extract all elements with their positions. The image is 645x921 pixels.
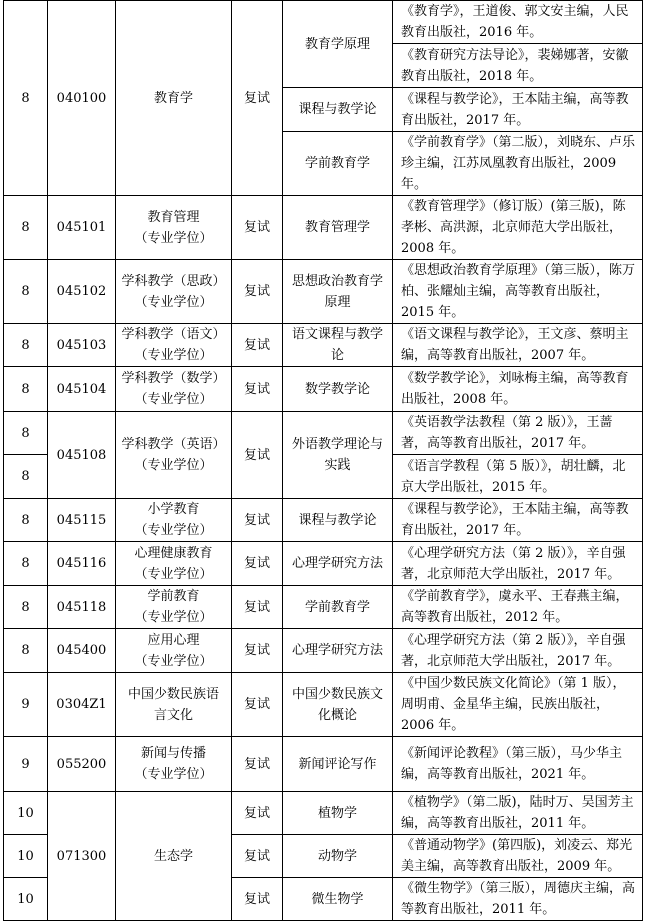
level-cell: 8: [4, 542, 48, 586]
course-line: 心理学研究方法: [291, 556, 383, 571]
major-name-line: （专业学位）: [134, 653, 213, 669]
reference-cell: 《植物学》（第二版)，陆时万、吴国芳主编，高等教育出版社，2011 年。: [393, 792, 643, 835]
major-name-cell: [116, 737, 232, 792]
table-row: [4, 1, 643, 44]
table-row: [4, 673, 643, 737]
major-name-line: 生态学: [153, 848, 193, 864]
level-cell: 8: [4, 455, 48, 499]
major-name-line: 心理健康教育: [134, 545, 213, 561]
major-name-line: 言文化: [153, 707, 193, 723]
major-name-line: （专业学位）: [134, 348, 213, 363]
major-code-cell: 055200: [48, 737, 116, 792]
exam-type-cell: 复试: [232, 196, 283, 260]
major-name-line: 学前教育: [147, 589, 200, 604]
exam-type-cell: 复试: [232, 878, 283, 921]
major-name-cell: [116, 367, 232, 412]
table-row: [4, 260, 643, 324]
reference-cell: 《心理学研究方法（第 2 版）》，辛自强著，北京师范大学出版社，2017 年。: [393, 542, 643, 586]
course-line: 植物学: [317, 805, 357, 821]
major-name-line: （专业学位）: [134, 566, 213, 582]
reference-cell: 《心理学研究方法（第 2 版）》，辛自强著，北京师范大学出版社，2017 年。: [393, 629, 643, 673]
major-name-line: 教育管理: [147, 209, 200, 225]
course-line: 实践: [324, 458, 351, 473]
level-cell: 8: [4, 367, 48, 412]
major-name-cell: [116, 260, 232, 324]
level-cell: 8: [4, 412, 48, 455]
course-cell: [283, 132, 393, 196]
major-name-line: 小学教育: [147, 502, 200, 517]
exam-type-cell: 复试: [232, 324, 283, 367]
major-code-cell: 045108: [48, 412, 116, 499]
level-cell: 8: [4, 629, 48, 673]
major-name-line: 应用心理: [147, 632, 200, 648]
course-line: 课程与教学论: [298, 512, 377, 528]
reference-cell: 《教育研究方法导论》，裴娣娜著，安徽教育出版社，2018 年。: [393, 44, 643, 88]
major-name-cell: [116, 629, 232, 673]
level-cell: 8: [4, 499, 48, 542]
major-name-line: 中国少数民族语: [127, 686, 219, 702]
exam-type-cell: 复试: [232, 260, 283, 324]
course-cell: [283, 737, 393, 792]
reference-cell: 《语文课程与教学论》，王文彦、蔡明主编，高等教育出版社，2007 年。: [393, 324, 643, 367]
course-cell: [283, 878, 393, 921]
table-row: [4, 367, 643, 412]
major-name-cell: [116, 673, 232, 737]
reference-cell: 《教育学》，王道俊、郭文安主编，人民教育出版社，2016 年。: [393, 1, 643, 44]
major-name-cell: [116, 1, 232, 196]
level-cell: 8: [4, 260, 48, 324]
major-code-cell: 045115: [48, 499, 116, 542]
table-row: [4, 412, 643, 455]
level-cell: 10: [4, 835, 48, 878]
reference-cell: 《英语教学法教程（第 2 版）》，王蔷著，高等教育出版社，2017 年。: [393, 412, 643, 455]
major-name-line: （专业学位）: [134, 523, 213, 538]
level-cell: 9: [4, 673, 48, 737]
course-line: 学前教育学: [304, 156, 370, 171]
level-cell: 10: [4, 792, 48, 835]
reference-table: [3, 0, 643, 921]
reference-cell: 《普通动物学》(第四版)，刘凌云、郑光美主编，高等教育出版社，2009 年。: [393, 835, 643, 878]
major-name-cell: [116, 196, 232, 260]
reference-cell: 《语言学教程（第 5 版）》，胡壮麟，北京大学出版社，2015 年。: [393, 455, 643, 499]
course-cell: [283, 88, 393, 132]
course-line: 新闻评论写作: [298, 756, 377, 772]
course-cell: [283, 673, 393, 737]
major-name-cell: [116, 586, 232, 629]
course-line: 课程与教学论: [298, 102, 377, 117]
course-cell: [283, 412, 393, 499]
major-code-cell: 045116: [48, 542, 116, 586]
course-line: 数学教学论: [304, 381, 370, 397]
level-cell: 9: [4, 737, 48, 792]
course-line: 教育学原理: [304, 36, 370, 52]
major-code-cell: 040100: [48, 1, 116, 196]
major-name-line: 学科教学（数学）: [121, 371, 226, 386]
major-name-line: 教育学: [153, 90, 193, 106]
exam-type-cell: 复试: [232, 629, 283, 673]
major-name-line: （专业学位）: [134, 294, 213, 310]
table-row: [4, 542, 643, 586]
major-name-cell: [116, 542, 232, 586]
course-cell: [283, 792, 393, 835]
major-name-cell: [116, 499, 232, 542]
course-line: 心理学研究方法: [291, 643, 383, 658]
table-row: [4, 499, 643, 542]
table-row: [4, 737, 643, 792]
course-cell: [283, 629, 393, 673]
major-name-line: （专业学位）: [134, 767, 213, 782]
major-name-line: （专业学位）: [134, 230, 213, 246]
exam-type-cell: 复试: [232, 835, 283, 878]
table-row: [4, 586, 643, 629]
major-name-line: 学科教学（思政）: [121, 273, 226, 289]
reference-cell: 《微生物学》（第三版），周德庆主编，高等教育出版社，2011 年。: [393, 878, 643, 921]
exam-type-cell: 复试: [232, 367, 283, 412]
course-cell: [283, 324, 393, 367]
major-name-cell: [116, 792, 232, 921]
course-cell: [283, 260, 393, 324]
exam-type-cell: 复试: [232, 499, 283, 542]
course-cell: [283, 1, 393, 88]
reference-cell: 《学前教育学》，虞永平、王春燕主编，高等教育出版社，2012 年。: [393, 586, 643, 629]
level-cell: 8: [4, 586, 48, 629]
level-cell: 8: [4, 1, 48, 196]
reference-cell: 《学前教育学》（第二版），刘晓东、卢乐珍主编，江苏凤凰教育出版社，2009 年。: [393, 132, 643, 196]
reference-cell: 《课程与教学论》，王本陆主编，高等教育出版社，2017 年。: [393, 88, 643, 132]
course-line: 外语教学理论与: [291, 437, 383, 452]
course-cell: [283, 586, 393, 629]
course-line: 思想政治教育学: [291, 273, 383, 289]
major-name-line: 学科教学（语文）: [121, 327, 226, 342]
course-cell: [283, 542, 393, 586]
table-row: [4, 324, 643, 367]
table-row: [4, 629, 643, 673]
exam-type-cell: 复试: [232, 1, 283, 196]
course-line: 学前教育学: [304, 599, 370, 615]
reference-cell: 《中国少数民族文化简论》（第 1 版），周明甫、金星华主编，民族出版社，2006 年。: [393, 673, 643, 737]
reference-cell: 《数学教学论》，刘咏梅主编，高等教育出版社，2008 年。: [393, 367, 643, 412]
table-row: [4, 792, 643, 835]
course-line: 化概论: [317, 707, 357, 723]
level-cell: 8: [4, 196, 48, 260]
major-code-cell: 045103: [48, 324, 116, 367]
course-cell: [283, 499, 393, 542]
course-cell: [283, 367, 393, 412]
major-name-line: 新闻与传播: [140, 746, 206, 761]
major-code-cell: 071300: [48, 792, 116, 921]
major-code-cell: 045101: [48, 196, 116, 260]
course-line: 教育管理学: [304, 220, 370, 235]
level-cell: 10: [4, 878, 48, 921]
exam-type-cell: 复试: [232, 673, 283, 737]
course-cell: [283, 835, 393, 878]
course-line: 原理: [324, 294, 351, 310]
reference-cell: 《课程与教学论》，王本陆主编，高等教育出版社，2017 年。: [393, 499, 643, 542]
course-line: 语文课程与教学: [291, 327, 383, 342]
level-cell: 8: [4, 324, 48, 367]
course-line: 动物学: [317, 848, 357, 864]
table-row: [4, 196, 643, 260]
major-name-line: 学科教学（英语）: [121, 437, 226, 452]
major-code-cell: 045118: [48, 586, 116, 629]
exam-type-cell: 复试: [232, 737, 283, 792]
course-line: 论: [330, 348, 344, 363]
reference-cell: 《教育管理学》（修订版）(第三版)，陈孝彬、高洪源，北京师范大学出版社，2008 年。: [393, 196, 643, 260]
major-code-cell: 045102: [48, 260, 116, 324]
exam-type-cell: 复试: [232, 792, 283, 835]
reference-cell: 《思想政治教育学原理》（第三版），陈万柏、张耀灿主编，高等教育出版社，2015 年。: [393, 260, 643, 324]
major-name-cell: [116, 412, 232, 499]
major-name-line: （专业学位）: [134, 392, 213, 407]
exam-type-cell: 复试: [232, 412, 283, 499]
exam-type-cell: 复试: [232, 586, 283, 629]
major-name-line: （专业学位）: [134, 610, 213, 625]
major-code-cell: 045104: [48, 367, 116, 412]
course-line: 微生物学: [311, 891, 364, 907]
exam-type-cell: 复试: [232, 542, 283, 586]
major-code-cell: 045400: [48, 629, 116, 673]
major-code-cell: 0304Z1: [48, 673, 116, 737]
major-name-line: （专业学位）: [134, 458, 213, 473]
major-name-cell: [116, 324, 232, 367]
course-line: 中国少数民族文: [291, 686, 383, 702]
reference-cell: 《新闻评论教程》（第三版），马少华主编，高等教育出版社，2021 年。: [393, 737, 643, 792]
course-cell: [283, 196, 393, 260]
